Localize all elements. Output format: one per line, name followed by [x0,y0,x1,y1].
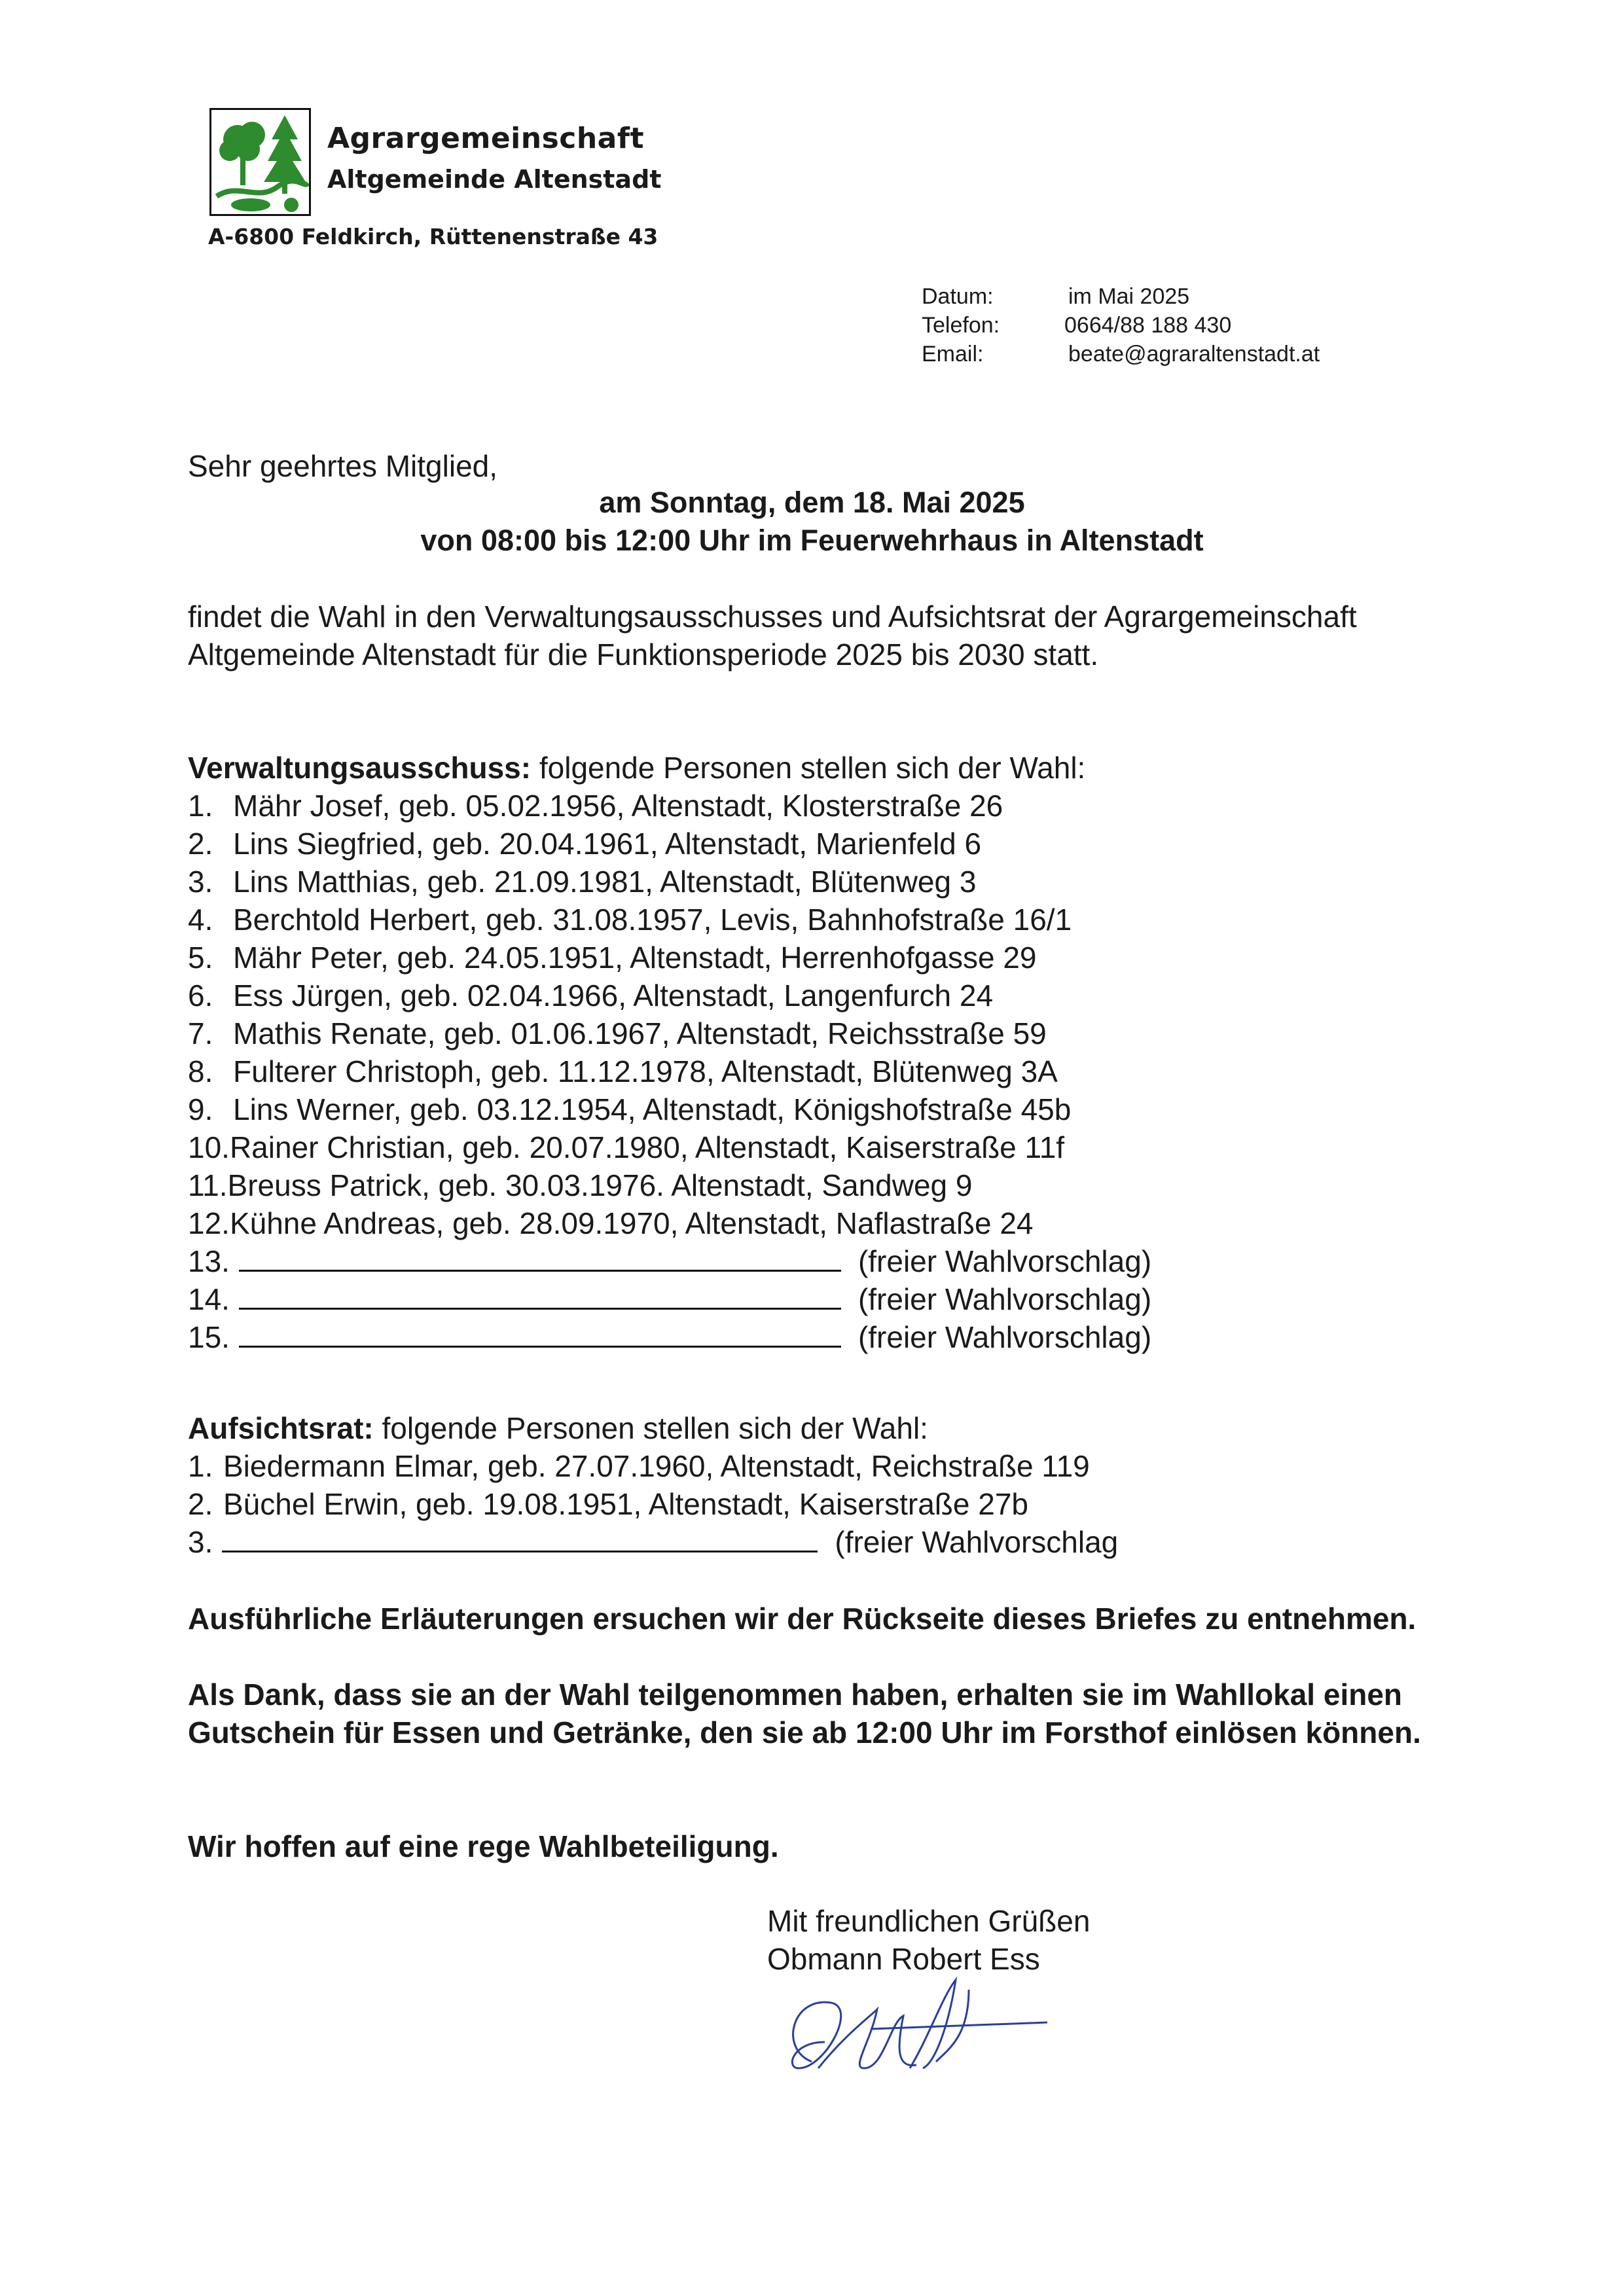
free-nomination-blank[interactable] [239,1319,841,1348]
list-item [188,1206,1034,1241]
aufsicht-heading-bold: Aufsichtsrat: [188,1411,374,1445]
list-item [188,826,981,861]
list-item-text: Büchel Erwin, geb. 19.08.1951, Altenstadt, Kaiserstraße 27b [223,1487,1028,1521]
verwaltung-heading-bold: Verwaltungsausschuss: [188,751,532,785]
list-item-number: 11. [188,1168,228,1202]
list-item [188,940,1037,975]
list-item-number: 7. [188,1016,213,1050]
date-value: im Mai 2025 [1068,284,1190,309]
list-item-number: 9. [188,1092,213,1126]
list-item [188,1168,973,1203]
phone-value: 0664/88 188 430 [1064,313,1232,338]
list-item-text: Lins Siegfried, geb. 20.04.1961, Altenstadt, Marienfeld 6 [233,827,982,861]
list-item-text: Mähr Josef, geb. 05.02.1956, Altenstadt, Klosterstraße 26 [233,789,1003,823]
list-item-number: 10. [188,1130,230,1164]
email-label: Email: [922,342,984,367]
list-item-number: 4. [188,903,213,937]
free-nomination-number: 13. [188,1244,230,1278]
salutation: Sehr geehrtes Mitglied, [188,449,498,483]
phone-label: Telefon: [922,313,1000,338]
list-item-number: 1. [188,789,213,823]
list-item [188,1092,1071,1127]
list-item [188,1130,1064,1165]
free-nomination-row [188,1244,1151,1279]
free-nomination-note: (freier Wahlvorschlag [835,1525,1119,1559]
event-time-place: von 08:00 bis 12:00 Uhr im Feuerwehrhaus in Altenstadt [420,524,1204,557]
closing-greeting: Mit freundlichen Grüßen [767,1904,1091,1938]
aufsicht-heading-rest: folgende Personen stellen sich der Wahl: [373,1411,928,1445]
date-label: Datum: [922,284,994,309]
email-value: beate@agraraltenstadt.at [1068,342,1320,367]
list-item-text: Lins Werner, geb. 03.12.1954, Altenstadt, Königshofstraße 45b [233,1092,1072,1126]
verwaltung-heading-rest: folgende Personen stellen sich der Wahl: [531,751,1086,785]
org-subname: Altgemeinde Altenstadt [327,165,662,194]
verwaltung-heading [188,750,1085,785]
list-item-text: Kühne Andreas, geb. 28.09.1970, Altenstadt, Naflastraße 24 [229,1206,1034,1240]
list-item-number: 1. [188,1449,213,1483]
logo [209,108,311,216]
signature [772,1970,1060,2088]
free-nomination-note: (freier Wahlvorschlag) [857,1282,1152,1316]
free-nomination-row [188,1282,1151,1317]
list-item [188,1054,1058,1089]
free-nomination-note: (freier Wahlvorschlag) [857,1320,1152,1354]
details-note: Ausführliche Erläuterungen ersuchen wir der Rückseite dieses Briefes zu entnehmen. [188,1602,1416,1636]
free-nomination-number: 14. [188,1282,230,1316]
list-item [188,788,1003,823]
hope-note: Wir hoffen auf eine rege Wahlbeteiligung. [188,1829,779,1863]
list-item-number: 6. [188,978,213,1013]
tree-logo-icon [211,110,309,214]
list-item [188,1448,1090,1484]
list-item [188,902,1072,937]
list-item-number: 3. [188,865,213,899]
list-item-text: Biedermann Elmar, geb. 27.07.1960, Altenstadt, Reichstraße 119 [223,1449,1090,1483]
free-nomination-number: 15. [188,1320,230,1354]
aufsicht-heading [188,1410,928,1446]
org-address: A-6800 Feldkirch, Rüttenenstraße 43 [208,224,659,249]
list-item-text: Lins Matthias, geb. 21.09.1981, Altenstadt, Blütenweg 3 [233,865,977,899]
list-item-text: Rainer Christian, geb. 20.07.1980, Altenstadt, Kaiserstraße 11f [229,1130,1065,1164]
thanks-note: Als Dank, dass sie an der Wahl teilgenommen haben, erhalten sie im Wahllokal einen Gutschein für Essen und Getränke, den sie ab 12:00 Uhr im Forsthof einlösen können. [188,1677,1421,1749]
list-item-text: Ess Jürgen, geb. 02.04.1966, Altenstadt, Langenfurch 24 [233,978,994,1013]
intro-paragraph: findet die Wahl in den Verwaltungsausschusses und Aufsichtsrat der Agrargemeinschaft Altgemeinde Altenstadt für die Funktionsperiode 2025 bis 2030 statt. [188,600,1357,672]
free-nomination-note: (freier Wahlvorschlag) [857,1244,1152,1278]
free-nomination-row [188,1319,1151,1355]
list-item [188,1016,1047,1051]
free-nomination-blank[interactable] [239,1282,841,1310]
signer-name: Obmann Robert Ess [767,1942,1040,1976]
list-item-text: Berchtold Herbert, geb. 31.08.1957, Levis, Bahnhofstraße 16/1 [233,903,1072,937]
list-item-number: 12. [188,1206,230,1240]
free-nomination-number: 3. [188,1525,213,1559]
list-item-text: Mähr Peter, geb. 24.05.1951, Altenstadt, Herrenhofgasse 29 [233,941,1037,975]
free-nomination-blank[interactable] [222,1524,818,1552]
list-item-number: 8. [188,1054,213,1088]
list-item-number: 2. [188,827,213,861]
list-item-text: Breuss Patrick, geb. 30.03.1976. Altenstadt, Sandweg 9 [227,1168,973,1202]
list-item-number: 5. [188,941,213,975]
event-date: am Sonntag, dem 18. Mai 2025 [599,486,1025,519]
org-name: Agrargemeinschaft [327,122,645,155]
list-item [188,978,993,1013]
list-item-number: 2. [188,1487,213,1521]
list-item-text: Mathis Renate, geb. 01.06.1967, Altenstadt, Reichsstraße 59 [233,1016,1047,1050]
list-item-text: Fulterer Christoph, geb. 11.12.1978, Altenstadt, Blütenweg 3A [233,1054,1058,1088]
free-nomination-row [188,1524,1118,1560]
free-nomination-blank[interactable] [239,1244,841,1272]
list-item [188,864,976,899]
list-item [188,1486,1028,1522]
